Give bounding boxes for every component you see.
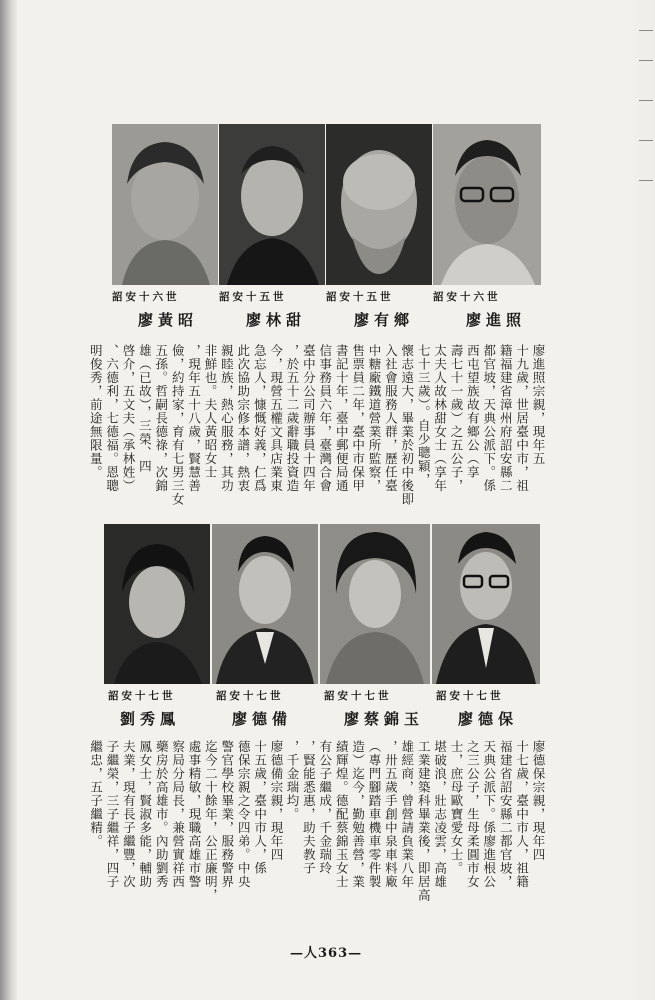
text-column: 工業建築科畢業後，即居高 xyxy=(416,740,432,902)
text-column: 十九歲，世居臺中市，祖 xyxy=(514,344,530,493)
text-column: 士，庶母歐寶愛女士。 xyxy=(449,740,464,875)
portrait-liao-jin-zhao xyxy=(433,124,541,285)
text-column: 廖德備宗親，現年四 xyxy=(269,740,284,862)
text-column: 都官坡，天典公派下。係 xyxy=(481,344,497,493)
text-column: 廖進照宗親，現年五 xyxy=(531,344,546,466)
text-column: 造）迄今，勤勉善營，業 xyxy=(350,740,366,889)
text-column: 五孫。哲嗣長德祿，次錦 xyxy=(153,344,169,493)
portrait-liao-de-bei xyxy=(212,524,318,684)
caption-3: 詔安十五世 xyxy=(326,291,394,303)
caption-2: 詔安十五世 xyxy=(219,291,287,303)
text-column: 太夫人故林甜女士（享年 xyxy=(432,344,448,493)
name-liao-you-xiang: 廖有鄉 xyxy=(354,311,415,329)
portrait-liao-de-bao xyxy=(432,524,540,684)
text-column: ，現年五十八歲，賢慧善 xyxy=(186,344,202,493)
text-column: 堪破浪，壯志凌雲，高雄 xyxy=(432,740,448,889)
name-liao-jin-zhao: 廖進照 xyxy=(466,311,527,329)
name-liao-de-bao: 廖德保 xyxy=(458,710,519,728)
text-column: 鳳女士，賢淑多能，輔助 xyxy=(137,740,153,889)
text-column: 有公子繼成，千金瑞玲 xyxy=(317,740,333,875)
text-column: 今，現營五權文具店業東 xyxy=(268,344,284,493)
text-column: 、六德利，七德福。恩聰 xyxy=(104,344,120,493)
portrait-liao-lin-tian xyxy=(219,124,325,285)
text-column: 察局分局長，兼營實祥西 xyxy=(170,740,186,889)
text-column: 處事精敏，現職高雄市警 xyxy=(187,740,202,889)
text-column: 西屯望族故有鄉公（享 xyxy=(465,344,481,479)
caption-5: 詔安十七世 xyxy=(108,690,176,702)
text-column: 籍福建省漳州府詔安縣二 xyxy=(498,344,514,493)
name-liao-huang-zhao: 廖黃昭 xyxy=(138,311,199,329)
text-column: 儉，約持家，育有七男三女 xyxy=(170,344,186,506)
caption-6: 詔安十七世 xyxy=(216,690,284,702)
text-column: 七十三歲）。自少聰穎， xyxy=(416,344,432,487)
text-column: ，賢能悉惠，助夫教子 xyxy=(301,740,317,875)
text-column: 明俊秀，前途無限量。 xyxy=(88,344,104,479)
caption-8: 詔安十七世 xyxy=(436,690,504,702)
text-column: ，卅五歲手創中泉車料廠 xyxy=(383,740,399,889)
portrait-liao-huang-zhao xyxy=(112,124,218,285)
portrait-liao-cai-jin-yu xyxy=(320,524,430,684)
text-column: 此次協助宗修本譜，熱衷 xyxy=(235,344,251,493)
text-column: 迄今二十餘年，公正廉明， xyxy=(203,740,219,902)
text-column: ，於五十二歲辭職投資造 xyxy=(285,344,300,493)
name-liao-lin-tian: 廖林甜 xyxy=(246,311,307,329)
text-column: 入社會服務人群，歷任臺 xyxy=(383,344,399,493)
name-liu-xiu-feng: 劉秀鳳 xyxy=(120,710,181,728)
binding-gutter xyxy=(0,0,18,1000)
text-column: 十五歲，臺中市人，係 xyxy=(252,740,268,875)
text-column: 雄經商，曾營請負業八年 xyxy=(399,740,415,889)
text-column: 之三公子，生母柔圓市女 xyxy=(465,740,481,889)
portrait-liu-xiu-feng xyxy=(104,524,210,684)
text-column: 啓介，五文夫（承林姓） xyxy=(121,344,136,493)
text-column: 廖德保宗親，現年四 xyxy=(531,740,546,862)
text-column: 雄（已故），三榮、四 xyxy=(137,344,153,473)
caption-4: 詔安十六世 xyxy=(433,291,501,303)
text-column: 信事務員六年，臺灣合會 xyxy=(317,344,333,493)
text-column: 績輝煌。德配蔡錦玉女士 xyxy=(334,740,350,889)
text-column: 書記十年，臺中郵便局通 xyxy=(334,344,350,493)
text-column: ，千金瑞均。 xyxy=(285,740,300,821)
text-column: 福建省詔安縣二都官坡， xyxy=(498,740,514,889)
text-column: 售票員二年，臺中市保甲 xyxy=(350,344,366,493)
page-number: —人363— xyxy=(290,946,363,961)
text-column: 非鮮也。夫人黃昭女士 xyxy=(203,344,218,479)
text-column: （專門腳踏車機車零件製 xyxy=(367,740,382,889)
name-liao-de-bei: 廖德備 xyxy=(232,710,293,728)
name-liao-cai-jin-yu: 廖蔡錦玉 xyxy=(344,710,425,728)
caption-7: 詔安十七世 xyxy=(324,690,392,702)
text-column: 親睦族，熱心服務，其功 xyxy=(219,344,235,493)
text-column: 天典公派下。係廖進根公 xyxy=(481,740,497,889)
caption-1: 詔安十六世 xyxy=(112,291,180,303)
page-edge xyxy=(621,0,655,1000)
text-column: 警官學校畢業，服務警界 xyxy=(219,740,235,889)
text-column: 壽七十一歲）之五公子， xyxy=(449,344,464,493)
text-column: 夫業，現有長子繼豐，次 xyxy=(121,740,137,889)
text-column: 藥房於高雄市。內助劉秀 xyxy=(154,740,170,889)
text-column: 德保宗親之令四弟。中央 xyxy=(236,740,252,889)
text-column: 懷志遠大，畢業於初中後即 xyxy=(399,344,415,506)
text-column: 繼忠，五子繼精。 xyxy=(88,740,104,848)
text-column: 子繼榮，三子繼祥，四子 xyxy=(105,740,120,889)
text-column: 中糖廠鐵道營業所監察， xyxy=(367,344,382,493)
text-column: 十七歲，臺中市人，祖籍 xyxy=(514,740,530,889)
portrait-liao-you-xiang xyxy=(326,124,432,285)
text-column: 臺中分公司辦事員十四年 xyxy=(301,344,317,493)
text-column: 急忘人，慷慨好義，仁爲 xyxy=(252,344,268,493)
